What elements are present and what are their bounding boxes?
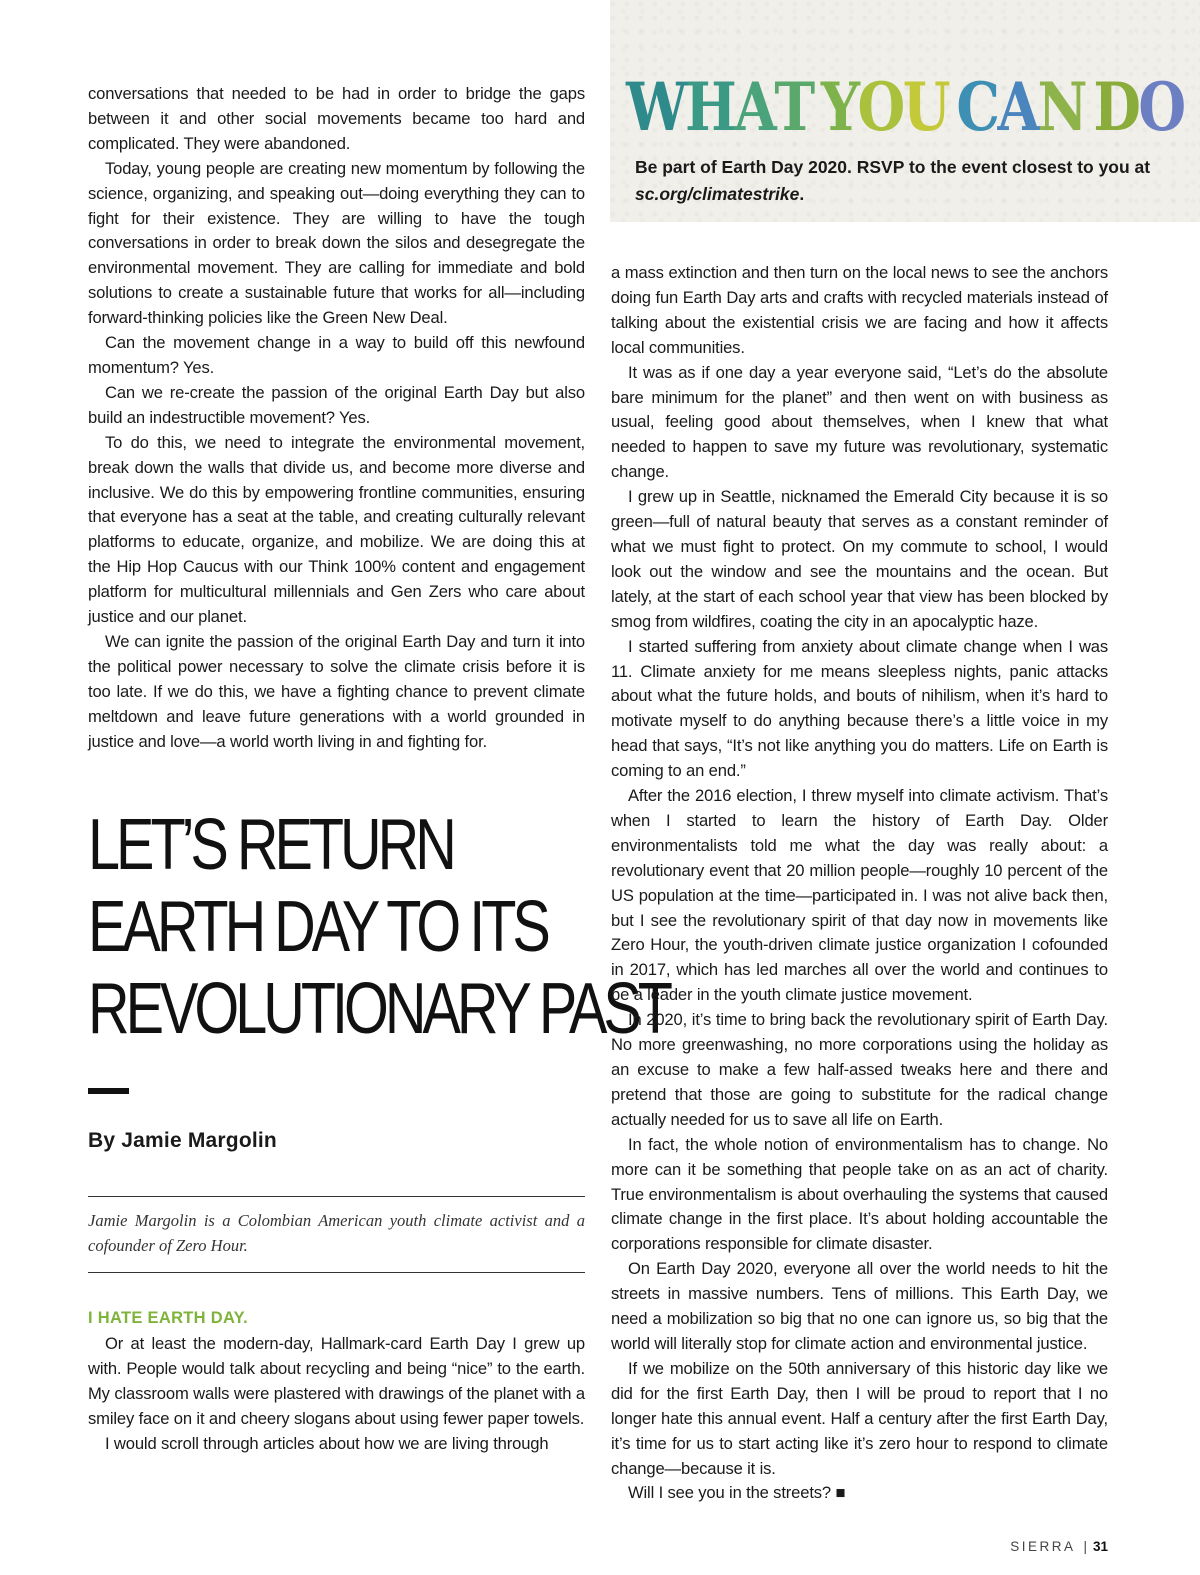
footer-separator: |: [1083, 1539, 1087, 1554]
headline-line: REVOLUTIONARY PAST: [88, 969, 669, 1049]
what-you-can-do-box: [610, 0, 1200, 222]
article-headline: [88, 804, 669, 1050]
author-bio: Jamie Margolin is a Colombian American youth climate activist and a cofounder of Zero Hour.: [88, 1211, 585, 1255]
what-you-can-do-title: [626, 68, 1184, 146]
paragraph: Will I see you in the streets? ■: [628, 1483, 846, 1503]
title-letter: O: [857, 68, 903, 146]
paragraph: If we mobilize on the 50th anniversary of this historic day like we did for the first Earth Day, then I will be proud to report that I no longer hate this annual event. Half a century after the first Earth Day, it’s time for us to start acting like it’s zero hour to respond to climate change—because it is.: [611, 1358, 1108, 1478]
article-lead-in: I HATE EARTH DAY.: [88, 1309, 249, 1327]
magazine-name: SIERRA: [1010, 1539, 1076, 1554]
headline-line: LET’S RETURN: [88, 805, 453, 885]
article-intro-text: [88, 1332, 585, 1457]
title-letter: T: [774, 68, 813, 146]
bio-top-rule: [88, 1196, 585, 1197]
title-letter: Y: [820, 68, 858, 146]
paragraph: conversations that needed to be had in order to bridge the gaps between it and other social movements became too hard and complicated. They were abandoned.: [88, 84, 585, 153]
title-letter: A: [734, 68, 775, 146]
paragraph: To do this, we need to integrate the environmental movement, break down the walls that divide us, and become more diverse and inclusive. We do this by empowering frontline communities, ensuring that everyone has a seat at the table, and creating culturally relevant platforms to educate, organize, and mobilize. We are doing this at the Hip Hop Caucus with our Think 100% content and engagement platform for multicultural millennials and Gen Zers who care about justice and our planet.: [88, 432, 585, 627]
cta-main-text: Be part of Earth Day 2020. RSVP to the event closest to you at: [635, 157, 1151, 177]
title-letter: C: [956, 68, 998, 146]
title-letter: D: [1093, 68, 1139, 146]
headline-dash-divider: [88, 1088, 129, 1094]
title-letter: [813, 72, 821, 142]
paragraph: After the 2016 election, I threw myself into climate activism. That’s when I started to learn the history of Earth Day. Older environmentalists told me what the day was really about: a revolutionary event that 20 million people—roughly 10 percent of the US population at the time—participated in. I was not alive back then, but I see the revolutionary spirit of that day now in movements like Zero Hour, the youth-driven climate justice organization I cofounded in 2017, which has led marches all over the world and continues to be a leader in the youth climate justice movement.: [611, 786, 1108, 1005]
title-letter: N: [1037, 68, 1086, 146]
title-letter: O: [1138, 68, 1184, 146]
title-letter: U: [902, 68, 949, 146]
paragraph: I grew up in Seattle, nicknamed the Emerald City because it is so green—full of natural beauty that serves as a constant reminder of what we must fight to protect. On my commute to school, I would look out the window and see the mountains and the ocean. But lately, at the start of each school year that view has been blocked by smog from wildfires, coating the city in an apocalyptic haze.: [611, 487, 1108, 631]
paragraph: a mass extinction and then turn on the local news to see the anchors doing fun Earth Day arts and crafts with recycled materials instead of talking about the existential crisis we are facing and how it affects local communities.: [611, 263, 1108, 357]
bio-bottom-rule: [88, 1272, 585, 1273]
paragraph: I would scroll through articles about how we are living through: [105, 1433, 549, 1453]
paragraph: Today, young people are creating new momentum by following the science, organizing, and speaking out—doing everything they can to fight for their existence. They are willing to have the tough conversations in order to break down the silos and desegregate the environmental movement. They are calling for immediate and bold solutions to create a sustainable future that works for all—including forward-thinking policies like the Green New Deal.: [88, 158, 585, 328]
left-column-text: [88, 82, 585, 754]
paragraph: In fact, the whole notion of environmentalism has to change. No more can it be something that people take on as an act of charity. True environmentalism is about overhauling the systems that caused climate change in the first place. It’s about holding accountable the corporations responsible for climate disaster.: [611, 1134, 1108, 1254]
cta-end-text: .: [799, 184, 805, 204]
paragraph: We can ignite the passion of the original Earth Day and turn it into the political power necessary to solve the climate crisis before it is too late. If we do this, we have a fighting chance to prevent climate meltdown and leave future generations with a world grounded in justice and love—a world worth living in and fighting for.: [88, 631, 585, 751]
paragraph: I started suffering from anxiety about climate change when I was 11. Climate anxiety for me means sleepless nights, panic attacks about what the future holds, and bouts of nihilism, when it’s hard to motivate myself to do anything because there’s a little voice in my head that says, “It’s not like anything you do matters. Life on Earth is coming to an end.”: [611, 636, 1108, 781]
page-number: 31: [1092, 1539, 1108, 1554]
title-letter: A: [997, 68, 1038, 146]
page-footer: [1010, 1539, 1108, 1554]
paragraph: Can we re-create the passion of the original Earth Day but also build an indestructible movement? Yes.: [88, 382, 585, 427]
call-to-action-text: [635, 154, 1155, 208]
paragraph: It was as if one day a year everyone said, “Let’s do the absolute bare minimum for the planet” and then went on with business as usual, feeling good about themselves, when I knew that what needed to happen to save my future was revolutionary, systematic change.: [611, 362, 1108, 482]
paragraph: On Earth Day 2020, everyone all over the world needs to hit the streets in massive numbers. Tens of millions. This Earth Day, we need a mobilization so big that no one can ignore us, so big that the world will literally stop for climate action and environmental justice.: [611, 1259, 1108, 1353]
right-column-text: [611, 261, 1108, 1506]
byline: By Jamie Margolin: [88, 1129, 277, 1152]
paragraph: Or at least the modern-day, Hallmark-card Earth Day I grew up with. People would talk about recycling and being “nice” to the earth. My classroom walls were plastered with drawings of the planet with a smiley face on it and cheery slogans about using fewer paper towels.: [88, 1334, 585, 1428]
title-letter: [948, 72, 956, 142]
paragraph: In 2020, it’s time to bring back the revolutionary spirit of Earth Day. No more greenwashing, no more corporations using the holiday as an excuse to make a few half-assed tweaks here and there and pretend that those are going to substitute for the radical change actually needed for us to save all life on Earth.: [611, 1010, 1108, 1129]
title-letter: H: [685, 68, 735, 146]
climatestrike-link[interactable]: sc.org/climatestrike: [635, 184, 800, 204]
title-letter: [1085, 72, 1093, 142]
headline-line: EARTH DAY TO ITS: [88, 887, 547, 967]
paragraph: Can the movement change in a way to build off this newfound momentum? Yes.: [88, 333, 585, 377]
title-letter: W: [626, 68, 686, 146]
